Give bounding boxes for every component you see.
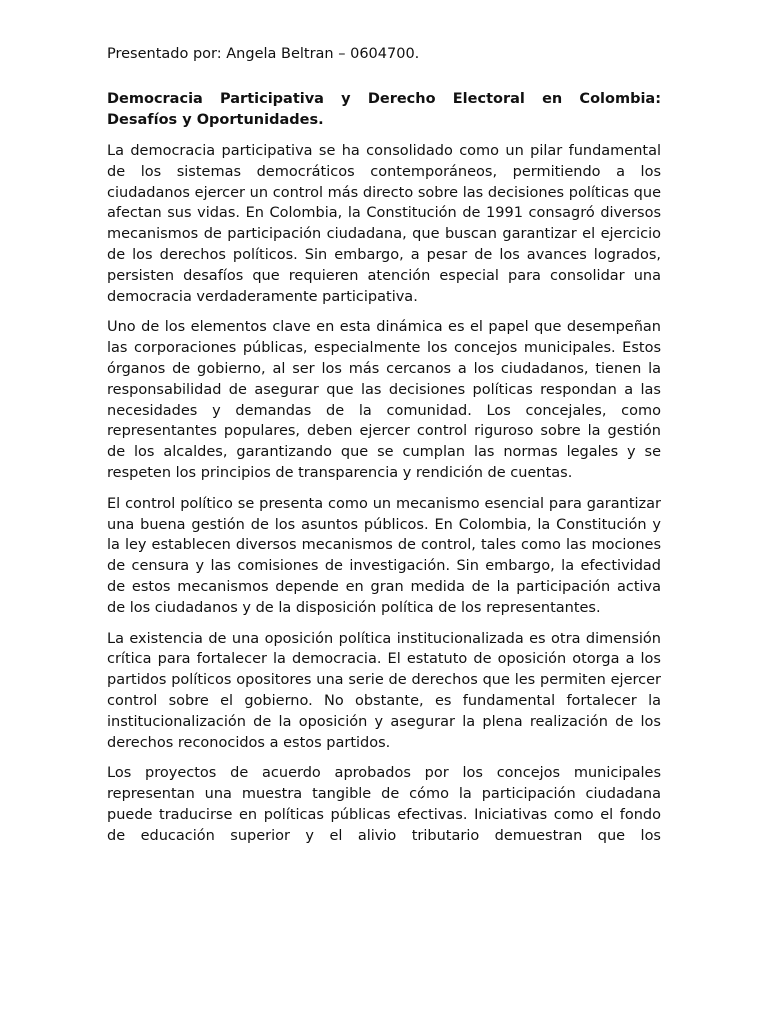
paragraph-1: La democracia participativa se ha consolidado como un pilar fundamental de los sistemas democráticos contemporáneos, permitiendo a los ciudadanos ejercer un control más directo sobre las decisiones políticas que afectan sus vidas. En Colombia, la Constitución de 1991 consagró diversos mecanismos de participación ciudadana, que buscan garantizar el ejercicio de los derechos políticos. Sin embargo, a pesar de los avances logrados, persisten desafíos que requieren atención especial para consolidar una democracia verdaderamente participativa.: [107, 143, 661, 305]
paragraph-4: La existencia de una oposición política institucionalizada es otra dimensión crítica para fortalecer la democracia. El estatuto de oposición otorga a los partidos políticos opositores una serie de derechos que les permiten ejercer control sobre el gobierno. No obstante, es fundamental fortalecer la institucionalización de la oposición y asegurar la plena realización de los derechos reconocidos a estos partidos.: [107, 630, 661, 751]
paragraph-2: Uno de los elementos clave en esta dinámica es el papel que desempeñan las corporaciones públicas, especialmente los concejos municipales. Estos órganos de gobierno, al ser los más cercanos a los ciudadanos, tienen la responsabilidad de asegurar que las decisiones políticas respondan a las necesidades y demandas de la comunidad. Los concejales, como representantes populares, deben ejercer control riguroso sobre la gestión de los alcaldes, garantizando que se cumplan las normas legales y se respeten los principios de transparencia y rendición de cuentas.: [107, 319, 661, 481]
author-line: Presentado por: Angela Beltran – 0604700.: [107, 46, 420, 62]
document-title: Democracia Participativa y Derecho Electoral en Colombia: Desafíos y Oportunidades.: [107, 91, 661, 128]
paragraph-5: Los proyectos de acuerdo aprobados por los concejos municipales representan una muestra tangible de cómo la participación ciudadana puede traducirse en políticas públicas efectivas. Iniciativas como el fondo de educación superior y el alivio tributario demuestran que los: [107, 765, 661, 844]
paragraph-3: El control político se presenta como un mecanismo esencial para garantizar una buena gestión de los asuntos públicos. En Colombia, la Constitución y la ley establecen diversos mecanismos de control, tales como las mociones de censura y las comisiones de investigación. Sin embargo, la efectividad de estos mecanismos depende en gran medida de la participación activa de los ciudadanos y de la disposición política de los representantes.: [107, 495, 661, 616]
